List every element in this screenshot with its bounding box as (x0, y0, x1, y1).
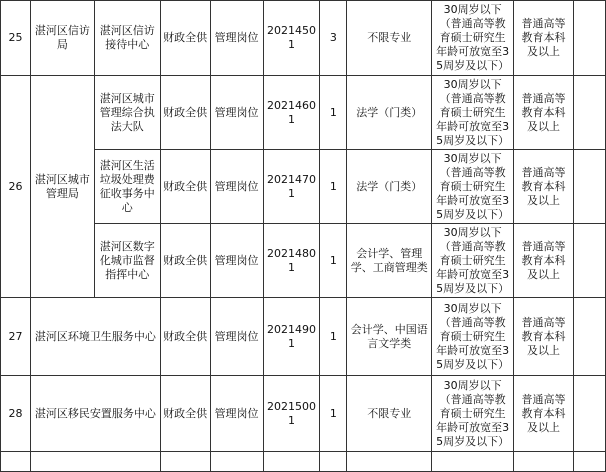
row-number: 26 (1, 76, 31, 298)
post-type-cell: 管理岗位 (210, 76, 263, 150)
major-cell: 法学（门类） (347, 150, 432, 224)
blank-cell (573, 150, 605, 224)
post-type-cell: 管理岗位 (210, 376, 263, 452)
major-cell: 会计学、管理学、工商管理类 (347, 224, 432, 298)
post-code-cell: 20215001 (263, 376, 320, 452)
funding-cell: 财政全供 (160, 376, 210, 452)
major-cell: 会计学、中国语言文学类 (347, 298, 432, 376)
funding-cell: 财政全供 (160, 224, 210, 298)
education-cell: 普通高等教育本科及以上 (514, 76, 574, 150)
blank-cell (573, 298, 605, 376)
blank-cell (573, 224, 605, 298)
department-unit-cell: 湛河区环境卫生服务中心 (30, 298, 160, 376)
funding-cell: 财政全供 (160, 298, 210, 376)
post-code-cell: 20214801 (263, 224, 320, 298)
post-type-cell: 管理岗位 (210, 224, 263, 298)
row-number: 27 (1, 298, 31, 376)
age-requirement-cell: 30周岁以下（普通高等教育硕士研究生年龄可放宽至35周岁及以下） (432, 376, 514, 452)
age-requirement-cell: 30周岁以下（普通高等教育硕士研究生年龄可放宽至35周岁及以下） (432, 150, 514, 224)
unit-cell: 湛河区信访接待中心 (94, 1, 160, 76)
education-cell: 普通高等教育本科及以上 (514, 224, 574, 298)
funding-cell: 财政全供 (160, 1, 210, 76)
post-code-cell: 20214701 (263, 150, 320, 224)
funding-cell: 财政全供 (160, 150, 210, 224)
department-unit-cell: 湛河区移民安置服务中心 (30, 376, 160, 452)
education-cell: 普通高等教育本科及以上 (514, 1, 574, 76)
funding-cell: 财政全供 (160, 76, 210, 150)
table-row (1, 76, 606, 150)
post-code-cell: 20214901 (263, 298, 320, 376)
post-type-cell: 管理岗位 (210, 1, 263, 76)
unit-cell: 湛河区数字化城市监督指挥中心 (94, 224, 160, 298)
age-requirement-cell: 30周岁以下（普通高等教育硕士研究生年龄可放宽至35周岁及以下） (432, 76, 514, 150)
count-cell: 1 (320, 224, 347, 298)
major-cell: 不限专业 (347, 376, 432, 452)
count-cell: 1 (320, 76, 347, 150)
count-cell: 3 (320, 1, 347, 76)
table-row (1, 1, 606, 76)
major-cell: 不限专业 (347, 1, 432, 76)
count-cell: 1 (320, 150, 347, 224)
post-type-cell: 管理岗位 (210, 150, 263, 224)
count-cell: 1 (320, 298, 347, 376)
row-number: 28 (1, 376, 31, 452)
age-requirement-cell: 30周岁以下（普通高等教育硕士研究生年龄可放宽至35周岁及以下） (432, 1, 514, 76)
unit-cell: 湛河区生活垃圾处理费征收事务中心 (94, 150, 160, 224)
post-type-cell: 管理岗位 (210, 298, 263, 376)
education-cell: 普通高等教育本科及以上 (514, 150, 574, 224)
blank-cell (573, 1, 605, 76)
table-row (1, 298, 606, 376)
department-cell: 湛河区城市管理局 (30, 76, 94, 298)
age-requirement-cell: 30周岁以下（普通高等教育硕士研究生年龄可放宽至35周岁及以下） (432, 298, 514, 376)
post-code-cell: 20214501 (263, 1, 320, 76)
unit-cell: 湛河区城市管理综合执法大队 (94, 76, 160, 150)
row-number: 25 (1, 1, 31, 76)
table-row (1, 376, 606, 452)
post-code-cell: 20214601 (263, 76, 320, 150)
major-cell: 法学（门类） (347, 76, 432, 150)
blank-cell (573, 76, 605, 150)
department-cell: 湛河区信访局 (30, 1, 94, 76)
education-cell: 普通高等教育本科及以上 (514, 298, 574, 376)
education-cell: 普通高等教育本科及以上 (514, 376, 574, 452)
count-cell: 1 (320, 376, 347, 452)
age-requirement-cell: 30周岁以下（普通高等教育硕士研究生年龄可放宽至35周岁及以下） (432, 224, 514, 298)
blank-cell (573, 376, 605, 452)
